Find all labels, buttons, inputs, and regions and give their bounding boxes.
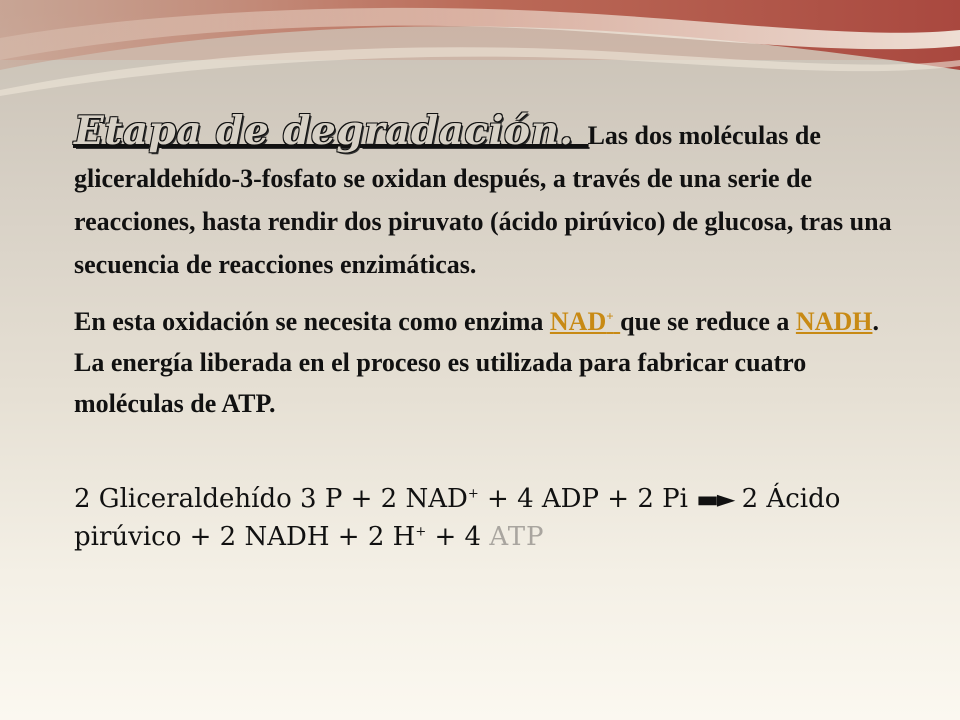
- arrow-icon: ▬►: [696, 485, 734, 513]
- paragraph2-part2: que se reduce a: [620, 307, 796, 336]
- paragraph1-text: Las dos moléculas de gliceraldehído-3-fosfato se oxidan después, a través de una serie de reacciones, hasta rendir dos piruvato (ácido pirúvico) de glucosa, tras una secuencia de reacciones enzimáticas.: [74, 121, 892, 279]
- equation-part4: + 4: [426, 522, 490, 552]
- equation-atp: ATP: [489, 522, 545, 552]
- superscript-plus: +: [415, 524, 427, 540]
- superscript-plus: +: [467, 486, 479, 502]
- equation-part1: 2 Gliceraldehído 3 P + 2 NAD: [74, 484, 468, 514]
- slide-heading: Etapa de degradación.: [74, 108, 588, 154]
- chemical-equation: [74, 480, 894, 556]
- equation-part3: 2 Ácido pirúvico + 2 NADH + 2 H: [74, 484, 841, 552]
- paragraph2-part1: En esta oxidación se necesita como enzima: [74, 307, 550, 336]
- link-nadh[interactable]: NADH: [795, 307, 873, 336]
- paragraph-degradation: [74, 110, 894, 286]
- paragraph2-part3: . La energía liberada en el proceso es utilizada para fabricar cuatro moléculas de ATP.: [74, 307, 879, 418]
- equation-part2: + 4 ADP + 2 Pi: [478, 484, 697, 514]
- paragraph-oxidation: [74, 301, 894, 424]
- content-area: [74, 110, 894, 556]
- link-nad[interactable]: NAD+: [549, 307, 614, 336]
